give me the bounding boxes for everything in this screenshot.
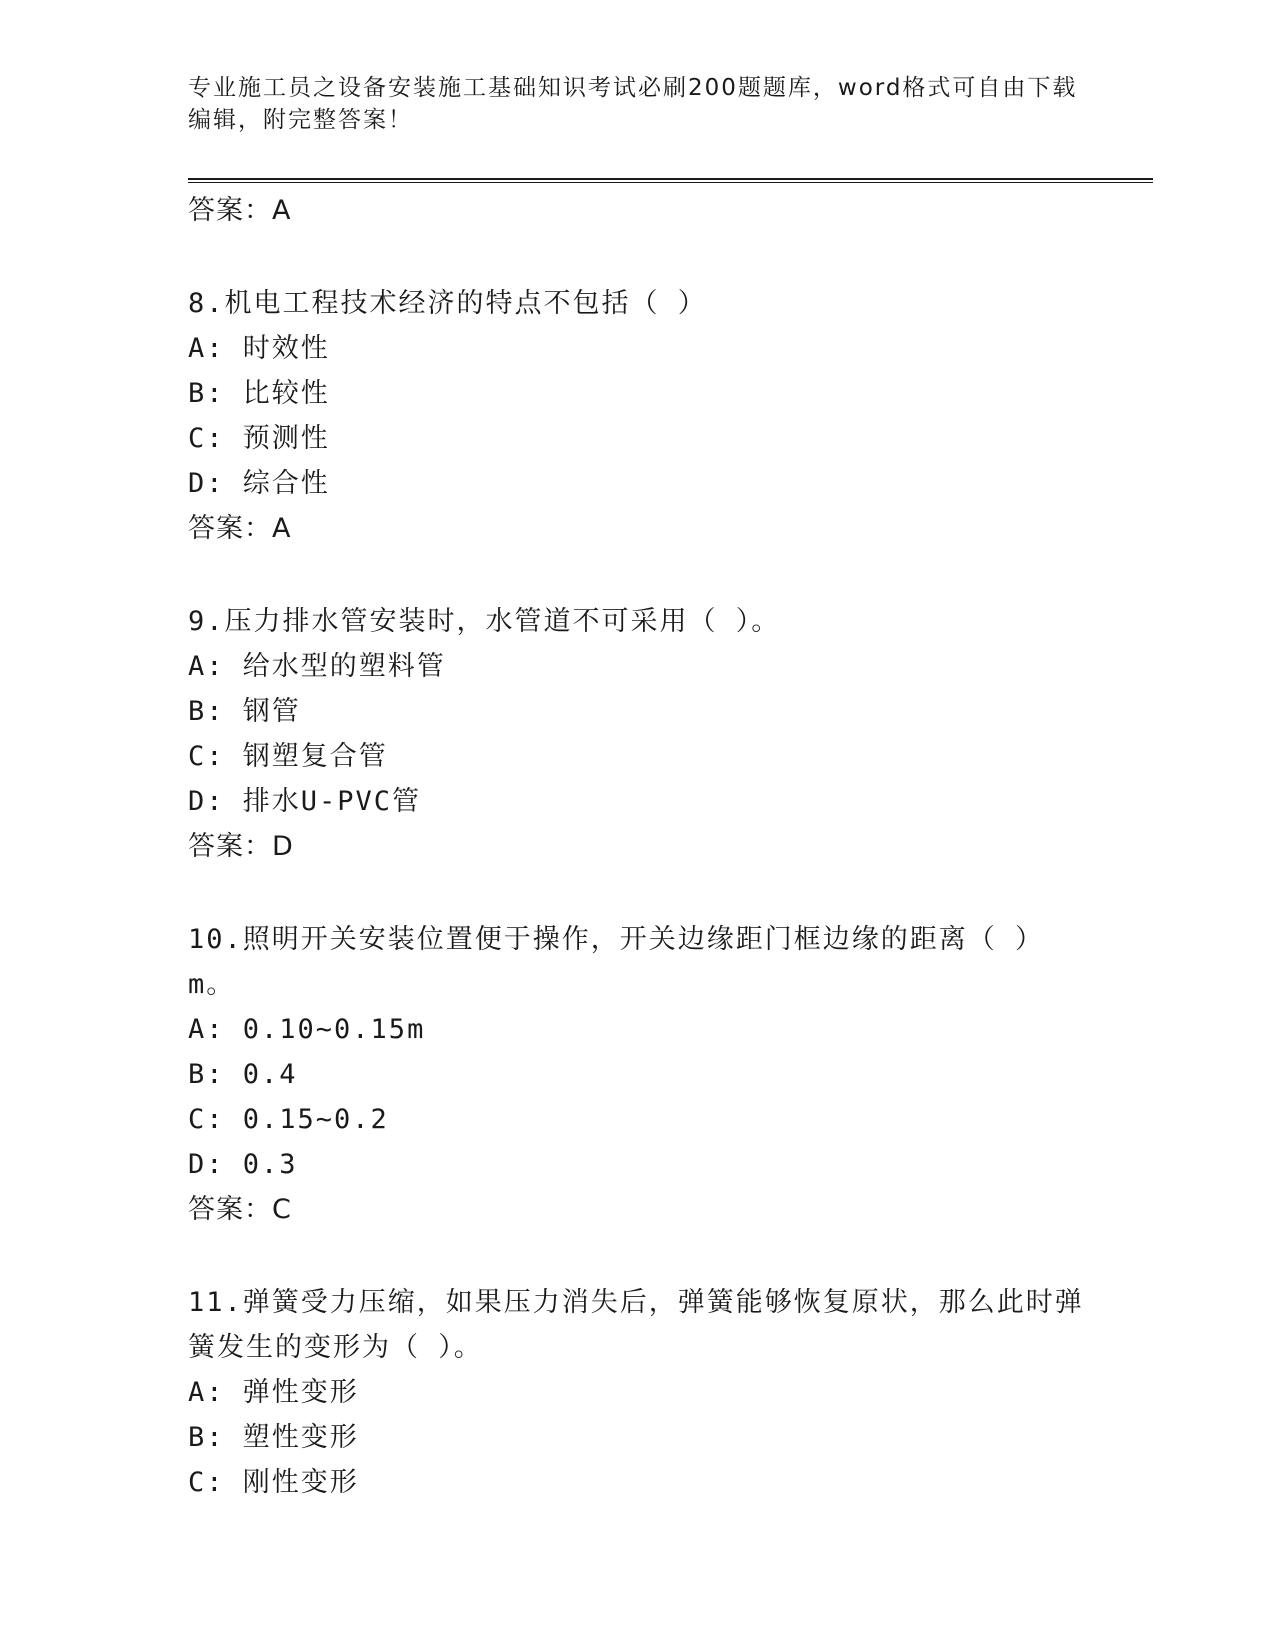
question-stem: 9.压力排水管安装时，水管道不可采用（ ）。 (188, 606, 781, 637)
question-stem: 8.机电工程技术经济的特点不包括（ ） (188, 288, 707, 319)
question-block (188, 599, 1088, 869)
question-stem: 10.照明开关安装位置便于操作，开关边缘距门框边缘的距离（ ）m。 (188, 924, 1045, 1000)
header-line-1: 专业施工员之设备安装施工基础知识考试必刷200题题库，word格式可自由下载 (188, 75, 1078, 101)
option-a: A: 时效性 (188, 333, 330, 364)
option-a: A: 0.10~0.15m (188, 1014, 426, 1045)
page-header (188, 72, 1088, 136)
question-block (188, 281, 1088, 551)
answer-label: 答案： (188, 195, 272, 226)
answer-label: 答案： (188, 831, 272, 862)
option-c: C: 0.15~0.2 (188, 1104, 389, 1135)
answer-label: 答案： (188, 513, 272, 544)
header-divider (188, 178, 1153, 183)
option-a: A: 弹性变形 (188, 1377, 359, 1408)
option-b: B: 塑性变形 (188, 1422, 359, 1453)
option-d: D: 综合性 (188, 468, 330, 499)
option-b: B: 0.4 (188, 1059, 298, 1090)
option-a: A: 给水型的塑料管 (188, 651, 446, 682)
option-c: C: 钢塑复合管 (188, 741, 388, 772)
question-stem-line-2: 簧发生的变形为（ ）。 (188, 1332, 483, 1363)
question-block (188, 917, 1088, 1232)
answer-label: 答案： (188, 1194, 272, 1225)
answer-value: A (272, 513, 292, 544)
header-line-2: 编辑，附完整答案！ (188, 107, 413, 133)
exam-content (188, 188, 1088, 1505)
answer-line (188, 1187, 1088, 1232)
answer-line (188, 188, 1088, 233)
question-block (188, 1280, 1088, 1505)
option-b: B: 比较性 (188, 378, 330, 409)
answer-value: D (272, 831, 294, 862)
option-b: B: 钢管 (188, 696, 301, 727)
answer-value: A (272, 195, 292, 226)
option-d: D: 排水U-PVC管 (188, 786, 422, 817)
answer-value: C (272, 1194, 292, 1225)
option-c: C: 预测性 (188, 423, 330, 454)
answer-line (188, 506, 1088, 551)
question-stem-line-1: 11.弹簧受力压缩，如果压力消失后，弹簧能够恢复原状，那么此时弹 (188, 1287, 1084, 1318)
option-c: C: 刚性变形 (188, 1467, 359, 1498)
answer-line (188, 824, 1088, 869)
option-d: D: 0.3 (188, 1149, 298, 1180)
